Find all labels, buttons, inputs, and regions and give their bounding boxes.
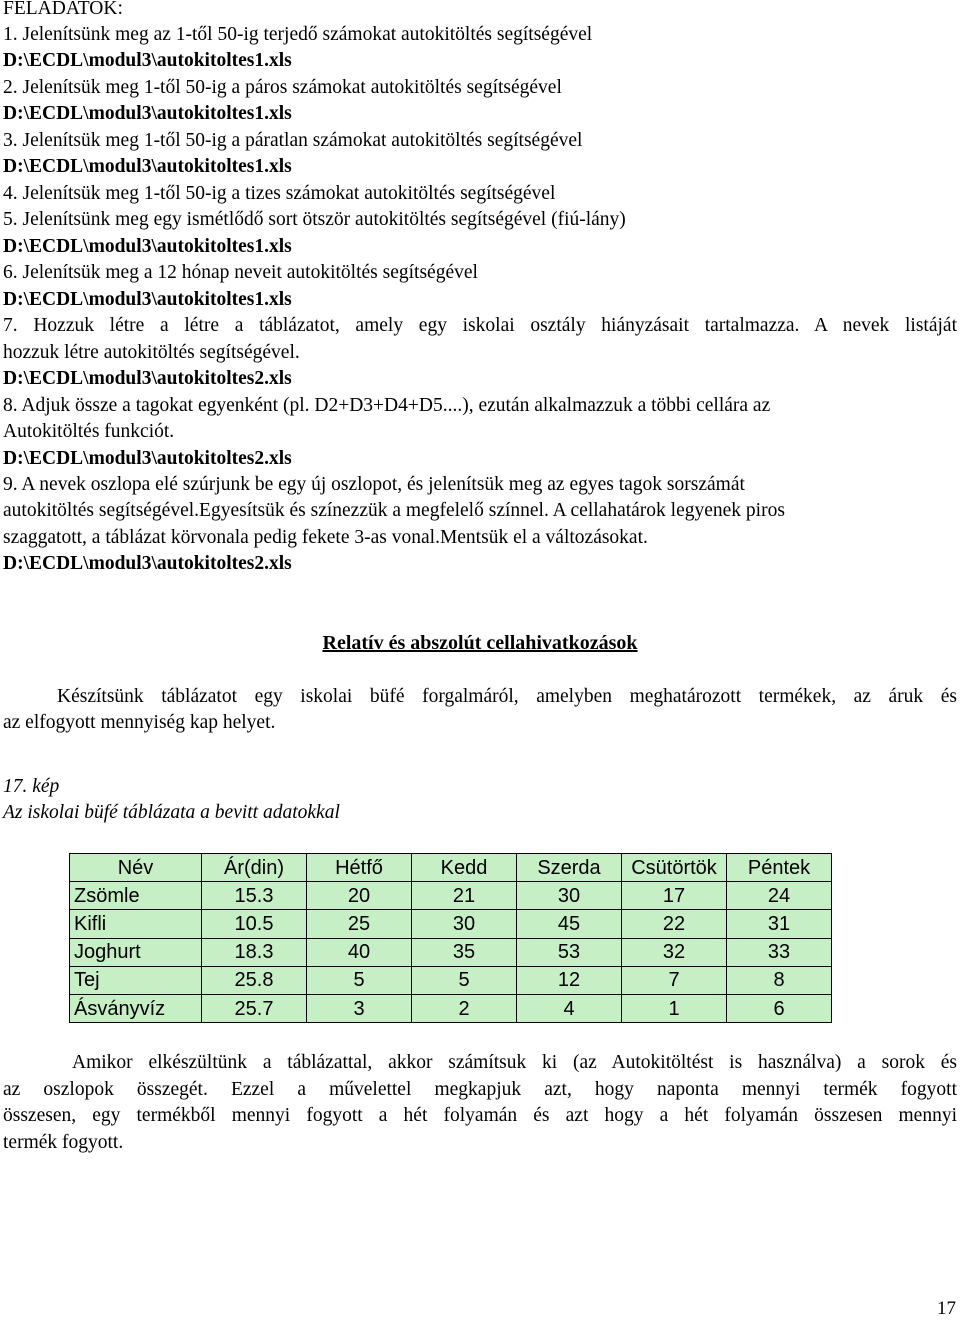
- task-8-line-1: 8. Adjuk össze a tagokat egyenként (pl. D2+D3+D4+D5....), ezután alkalmazzuk a többi cellára az: [3, 395, 771, 416]
- task-6: 6. Jelenítsük meg a 12 hónap neveit autokitöltés segítségével: [3, 262, 478, 283]
- table-cell: Tej: [70, 966, 202, 994]
- tasks-header: FELADATOK:: [3, 0, 123, 19]
- table-cell: 4: [517, 994, 622, 1022]
- header-cell: Szerda: [517, 854, 622, 882]
- table-cell: 22: [622, 910, 727, 938]
- table-cell: 2: [412, 994, 517, 1022]
- header-cell: Péntek: [727, 854, 832, 882]
- outro-line-4: termék fogyott.: [3, 1132, 124, 1153]
- task-4: 4. Jelenítsük meg 1-től 50-ig a tizes számokat autokitöltés segítségével: [3, 183, 556, 204]
- table-row: [70, 966, 832, 994]
- table-cell: 30: [517, 882, 622, 910]
- table-cell: 25.8: [202, 966, 307, 994]
- buffet-table: [69, 853, 832, 1023]
- task-3-path: D:\ECDL\modul3\autokitoltes1.xls: [3, 156, 292, 177]
- header-cell: Ár(din): [202, 854, 307, 882]
- intro-line-1: Készítsünk táblázatot egy iskolai büfé forgalmáról, amelyben meghatározott termékek, az áruk és: [57, 686, 957, 707]
- task-7-line-1: 7. Hozzuk létre a létre a táblázatot, amely egy iskolai osztály hiányzásait tartalmazza. A nevek listáját: [3, 315, 957, 336]
- table-cell: Kifli: [70, 910, 202, 938]
- table-cell: 25: [307, 910, 412, 938]
- table-cell: 10.5: [202, 910, 307, 938]
- task-1: 1. Jelenítsünk meg az 1-től 50-ig terjedő számokat autokitöltés segítségével: [3, 24, 593, 45]
- task-6-path: D:\ECDL\modul3\autokitoltes1.xls: [3, 289, 292, 310]
- table-row: [70, 994, 832, 1022]
- task-3: 3. Jelenítsük meg 1-től 50-ig a páratlan számokat autokitöltés segítségével: [3, 130, 583, 151]
- task-9-line-2: autokitöltés segítségével.Egyesítsük és színezzük a megfelelő színnel. A cellahatárok legyenek piros: [3, 500, 785, 521]
- table-cell: 20: [307, 882, 412, 910]
- task-8-path: D:\ECDL\modul3\autokitoltes2.xls: [3, 448, 292, 469]
- table-cell: 53: [517, 938, 622, 966]
- table-cell: 12: [517, 966, 622, 994]
- table-cell: Zsömle: [70, 882, 202, 910]
- table-cell: 24: [727, 882, 832, 910]
- task-9-path: D:\ECDL\modul3\autokitoltes2.xls: [3, 553, 292, 574]
- table-cell: 33: [727, 938, 832, 966]
- task-5: 5. Jelenítsünk meg egy ismétlődő sort ötször autokitöltés segítségével (fiú-lány): [3, 209, 626, 230]
- table-row: [70, 938, 832, 966]
- task-1-path: D:\ECDL\modul3\autokitoltes1.xls: [3, 50, 292, 71]
- task-7-path: D:\ECDL\modul3\autokitoltes2.xls: [3, 368, 292, 389]
- table-cell: 8: [727, 966, 832, 994]
- table-cell: 7: [622, 966, 727, 994]
- table-cell: 35: [412, 938, 517, 966]
- table-cell: 21: [412, 882, 517, 910]
- table-cell: 5: [307, 966, 412, 994]
- table-cell: 6: [727, 994, 832, 1022]
- outro-line-1: Amikor elkészültünk a táblázattal, akkor számítsuk ki (az Autokitöltést is használva) a sorok és: [72, 1052, 957, 1073]
- figure-caption: Az iskolai büfé táblázata a bevitt adatokkal: [3, 802, 340, 823]
- outro-line-2: az oszlopok összegét. Ezzel a művelettel megkapjuk azt, hogy naponta mennyi termék fogyott: [3, 1079, 957, 1100]
- header-cell: Kedd: [412, 854, 517, 882]
- table-cell: 30: [412, 910, 517, 938]
- table-cell: 5: [412, 966, 517, 994]
- table-cell: 3: [307, 994, 412, 1022]
- table-cell: 31: [727, 910, 832, 938]
- table-cell: 17: [622, 882, 727, 910]
- table-row: [70, 910, 832, 938]
- table-cell: 15.3: [202, 882, 307, 910]
- table-cell: 1: [622, 994, 727, 1022]
- table-cell: 40: [307, 938, 412, 966]
- header-cell: Hétfő: [307, 854, 412, 882]
- outro-line-3: összesen, egy termékből mennyi fogyott a hét folyamán és azt hogy a hét folyamán összesen mennyi: [3, 1105, 957, 1126]
- task-9-line-3: szaggatott, a táblázat körvonala pedig fekete 3-as vonal.Mentsük el a változásokat.: [3, 527, 648, 548]
- header-cell: Csütörtök: [622, 854, 727, 882]
- table-header-row: [70, 854, 832, 882]
- page-number: 17: [937, 1298, 956, 1319]
- table-cell: 45: [517, 910, 622, 938]
- table-cell: 32: [622, 938, 727, 966]
- task-2: 2. Jelenítsük meg 1-től 50-ig a páros számokat autokitöltés segítségével: [3, 77, 562, 98]
- task-8-line-2: Autokitöltés funkciót.: [3, 421, 175, 442]
- task-9-line-1: 9. A nevek oszlopa elé szúrjunk be egy új oszlopot, és jelenítsük meg az egyes tagok sorszámát: [3, 474, 745, 495]
- section-title: Relatív és abszolút cellahivatkozások: [322, 632, 638, 654]
- header-cell: Név: [70, 854, 202, 882]
- table-cell: Joghurt: [70, 938, 202, 966]
- intro-line-2: az elfogyott mennyiség kap helyet.: [3, 712, 276, 733]
- table-row: [70, 882, 832, 910]
- table-cell: Ásványvíz: [70, 994, 202, 1022]
- table-cell: 25.7: [202, 994, 307, 1022]
- table-cell: 18.3: [202, 938, 307, 966]
- task-2-path: D:\ECDL\modul3\autokitoltes1.xls: [3, 103, 292, 124]
- task-7-line-2: hozzuk létre autokitöltés segítségével.: [3, 342, 300, 363]
- figure-number: 17. kép: [3, 776, 60, 797]
- task-5-path: D:\ECDL\modul3\autokitoltes1.xls: [3, 236, 292, 257]
